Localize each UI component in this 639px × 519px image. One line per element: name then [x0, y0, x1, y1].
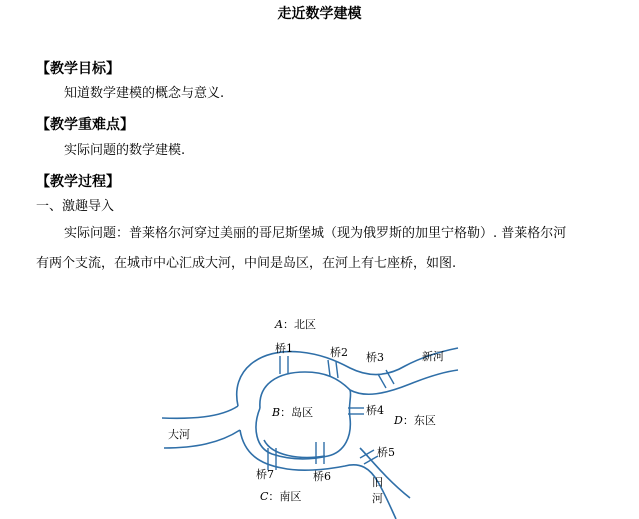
new-river-label: 新河	[422, 350, 444, 363]
north-river-inner-bank	[260, 370, 458, 408]
process-paragraph-line1: 实际问题：普莱格尔河穿过美丽的哥尼斯堡城（现为俄罗斯的加里宁格勒）. 普莱格尔河	[64, 226, 567, 241]
region-d-name: ：东区	[402, 414, 436, 427]
region-b-letter: B	[272, 406, 281, 419]
konigsberg-bridges-figure	[160, 308, 460, 519]
river-map-diagram	[160, 308, 460, 519]
section-heading-goal: 【教学目标】	[36, 61, 120, 77]
region-a-label	[274, 318, 316, 331]
region-d-label	[393, 414, 436, 427]
river-lines	[162, 348, 458, 519]
region-c-name: ：南区	[268, 490, 302, 503]
bridge-6-label: 桥6	[313, 470, 331, 483]
region-c-letter: C	[260, 490, 269, 503]
bridge-7-label: 桥7	[256, 468, 274, 481]
process-subheading: 一、激趣导入	[36, 199, 115, 214]
region-b-label	[271, 405, 313, 419]
document-title: 走近数学建模	[277, 6, 362, 22]
region-c-label	[260, 490, 301, 503]
section-heading-process: 【教学过程】	[36, 174, 120, 190]
old-river-label-line1: 旧	[372, 476, 383, 489]
bridge-1-label: 桥1	[275, 342, 293, 355]
old-river-label-line2: 河	[372, 492, 383, 505]
region-d-letter: D	[394, 414, 403, 427]
key-points-text: 实际问题的数学建模.	[64, 143, 186, 158]
bridge-1	[280, 356, 288, 374]
goal-text: 知道数学建模的概念与意义.	[64, 86, 225, 101]
bridge-4	[348, 408, 364, 414]
main-river-bank-upper	[162, 406, 238, 418]
bridge-5-label: 桥5	[377, 446, 395, 459]
bridge-2-label: 桥2	[330, 346, 348, 359]
main-river-label: 大河	[168, 428, 190, 441]
bridge-4-label: 桥4	[366, 404, 384, 417]
region-a-letter: A	[275, 318, 283, 331]
region-a-name: ：北区	[282, 318, 316, 331]
bridge-2	[328, 360, 338, 378]
process-paragraph-line2: 有两个支流，在城市中心汇成大河，中间是岛区，在河上有七座桥，如图.	[36, 256, 457, 271]
bridge-6	[316, 442, 324, 464]
region-b-name: ：岛区	[280, 406, 314, 419]
bridge-3-label: 桥3	[366, 351, 384, 364]
section-heading-key-points: 【教学重难点】	[36, 117, 134, 133]
